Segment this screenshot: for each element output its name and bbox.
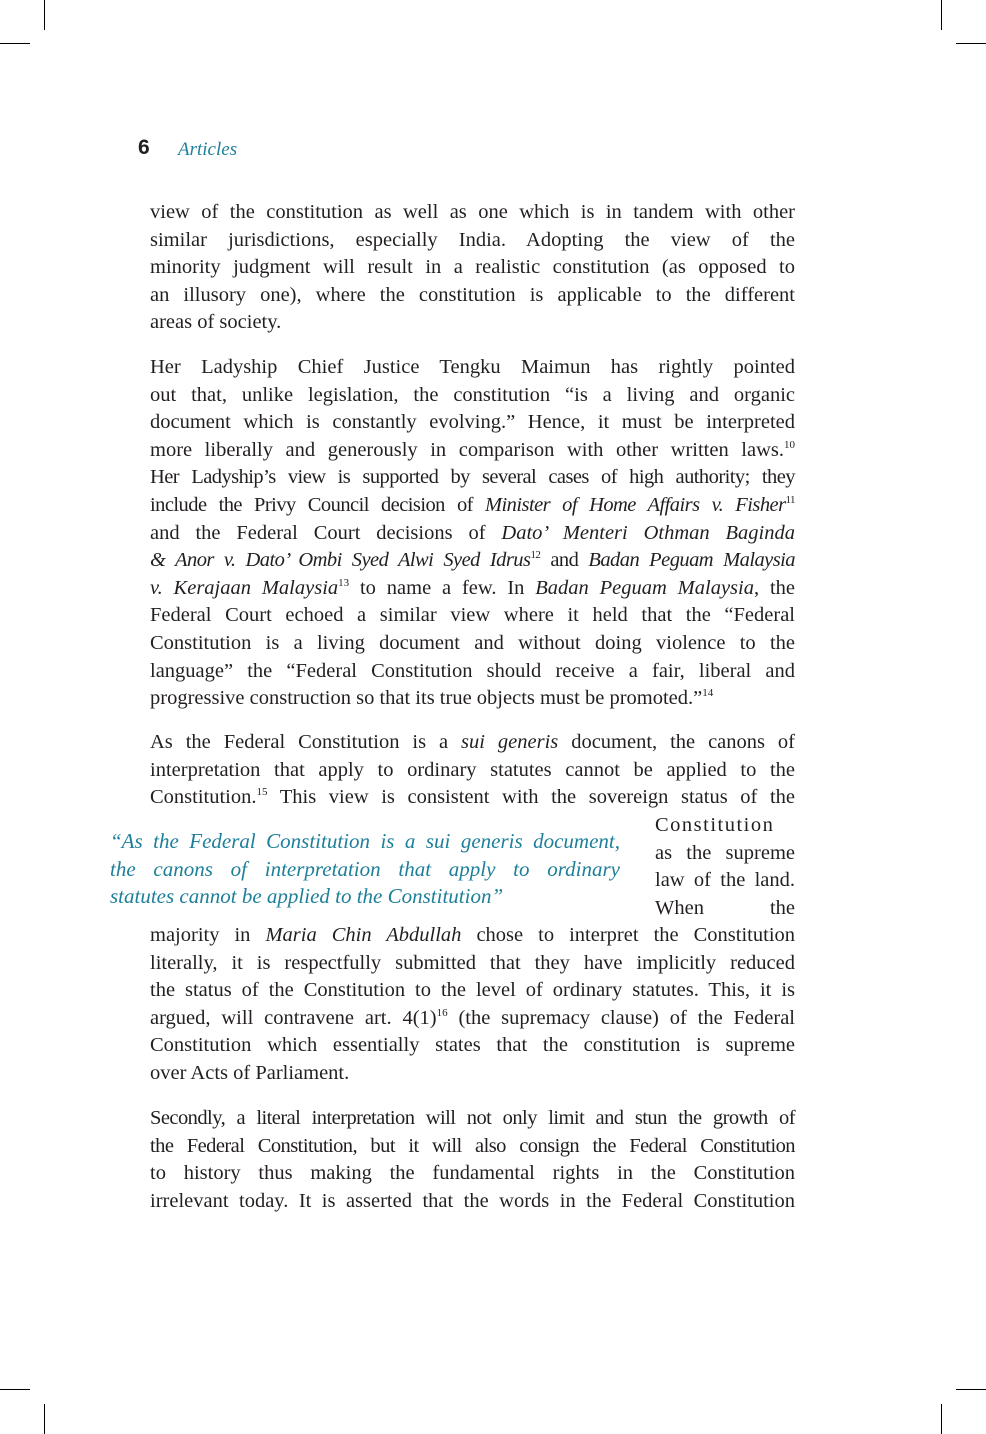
footnote-ref: 13 (338, 576, 350, 589)
footnote-ref: 15 (256, 786, 268, 799)
emphasis: sui generis (461, 731, 559, 753)
text-line: interpretation that apply to ordinary statutes cannot be applied to the (150, 758, 795, 781)
text-line: Secondly, a literal interpretation will not only limit and stun the growth of (150, 1107, 795, 1129)
paragraph-3 (150, 729, 795, 812)
text-span: include the Privy Council decision of (150, 493, 485, 516)
crop-mark-top-left-v (44, 0, 45, 30)
text-line (150, 1005, 795, 1033)
pull-quote-line: the canons of interpretation that apply to ordinary (110, 856, 620, 881)
text-line: the status of the Constitution to the level of ordinary statutes. This, it is (150, 979, 795, 1002)
footnote-ref: 11 (785, 493, 795, 506)
pull-quote (110, 828, 620, 911)
text-line: Her Ladyship’s view is supported by several cases of high authority; they (150, 466, 795, 489)
text-line: an illusory one), where the constitution is applicable to the different (150, 283, 795, 306)
text-line: view of the constitution as well as one which is in tandem with other (150, 201, 795, 223)
text-span: (the supremacy clause) of the Federal (447, 1006, 795, 1029)
text-line (150, 729, 795, 757)
text-span: , the (753, 576, 796, 599)
text-line: irrelevant today. It is asserted that the words in the Federal Constitution (150, 1189, 795, 1212)
case-name: Maria Chin Abdullah (265, 924, 462, 946)
footnote-ref: 10 (784, 438, 795, 451)
text-line: similar jurisdictions, especially India. Adopting the view of the (150, 228, 795, 251)
paragraph-1 (150, 199, 795, 337)
text-line: minority judgment will result in a realistic constitution (as opposed to (150, 256, 795, 279)
case-name: v. Kerajaan Malaysia (150, 576, 339, 599)
text-span: more liberally and generously in comparison with other written laws. (150, 438, 784, 461)
crop-mark-bottom-left-h (0, 1389, 30, 1390)
wrapped-text-column (655, 812, 795, 922)
text-line: Federal Court echoed a similar view where it held that the “Federal (150, 604, 795, 627)
running-head: Articles (178, 139, 238, 160)
case-name: Minister of Home Affairs v. Fisher (485, 493, 786, 516)
paragraph-3-continued (150, 922, 795, 1088)
pull-quote-line: “As the Federal Constitution is a sui generis document, (110, 829, 620, 853)
text-line: law of the land. (655, 869, 795, 892)
case-name: Badan Peguam Malaysia (588, 549, 795, 572)
text-line: areas of society. (150, 311, 282, 334)
text-line (150, 784, 795, 812)
crop-mark-top-right-h (956, 43, 986, 44)
crop-mark-bottom-right-v (941, 1404, 942, 1434)
text-line: literally, it is respectfully submitted that they have implicitly reduced (150, 951, 795, 974)
page-number: 6 (138, 136, 150, 159)
text-span: to name a few. In (349, 576, 536, 599)
footnote-ref: 14 (702, 687, 714, 700)
text-line (150, 575, 795, 603)
paragraph-4 (150, 1105, 795, 1215)
footnote-ref: 12 (530, 549, 541, 562)
text-line: as the supreme (655, 841, 795, 864)
crop-mark-bottom-right-h (956, 1389, 986, 1390)
text-span: This view is consistent with the sovereign status of the (267, 786, 795, 809)
text-line: Her Ladyship Chief Justice Tengku Maimun has rightly pointed (150, 356, 795, 378)
text-span: Constitution. (150, 786, 257, 809)
text-line (150, 922, 795, 950)
text-span: progressive construction so that its true objects must be promoted.” (150, 687, 703, 710)
text-line: Constitution (655, 814, 775, 836)
text-line: When the (655, 896, 795, 919)
pull-quote-line: statutes cannot be applied to the Constitution” (110, 884, 504, 909)
text-line: out that, unlike legislation, the constitution “is a living and organic (150, 383, 795, 406)
text-line: Constitution which essentially states that the constitution is supreme (150, 1034, 795, 1057)
text-line: over Acts of Parliament. (150, 1061, 350, 1084)
text-line (150, 492, 795, 520)
paragraph-2 (150, 354, 795, 713)
text-span: and (540, 549, 589, 572)
case-name: Dato’ Menteri Othman Baginda (501, 521, 795, 544)
crop-mark-top-right-v (941, 0, 942, 30)
case-name: Badan Peguam Malaysia (535, 576, 754, 599)
text-span: argued, will contravene art. 4(1) (150, 1006, 437, 1029)
text-span: and the Federal Court decisions of (150, 521, 502, 544)
text-span: chose to interpret the Constitution (461, 924, 796, 946)
text-line: to history thus making the fundamental rights in the Constitution (150, 1162, 795, 1185)
text-line (150, 685, 795, 713)
text-line: language” the “Federal Constitution should receive a fair, liberal and (150, 659, 795, 682)
text-span: majority in (150, 924, 266, 946)
text-span: document, the canons of (558, 731, 796, 753)
text-span: As the Federal Constitution is a (150, 731, 462, 753)
text-line: document which is constantly evolving.” Hence, it must be interpreted (150, 411, 795, 434)
text-line (150, 520, 795, 548)
footnote-ref: 16 (436, 1006, 448, 1019)
text-line (150, 547, 795, 575)
text-line: Constitution is a living document and without doing violence to the (150, 631, 795, 654)
text-line (150, 437, 795, 465)
crop-mark-top-left-h (0, 43, 30, 44)
text-line: the Federal Constitution, but it will also consign the Federal Constitution (150, 1134, 795, 1157)
crop-mark-bottom-left-v (44, 1404, 45, 1434)
case-name: & Anor v. Dato’ Ombi Syed Alwi Syed Idrus (150, 549, 531, 572)
